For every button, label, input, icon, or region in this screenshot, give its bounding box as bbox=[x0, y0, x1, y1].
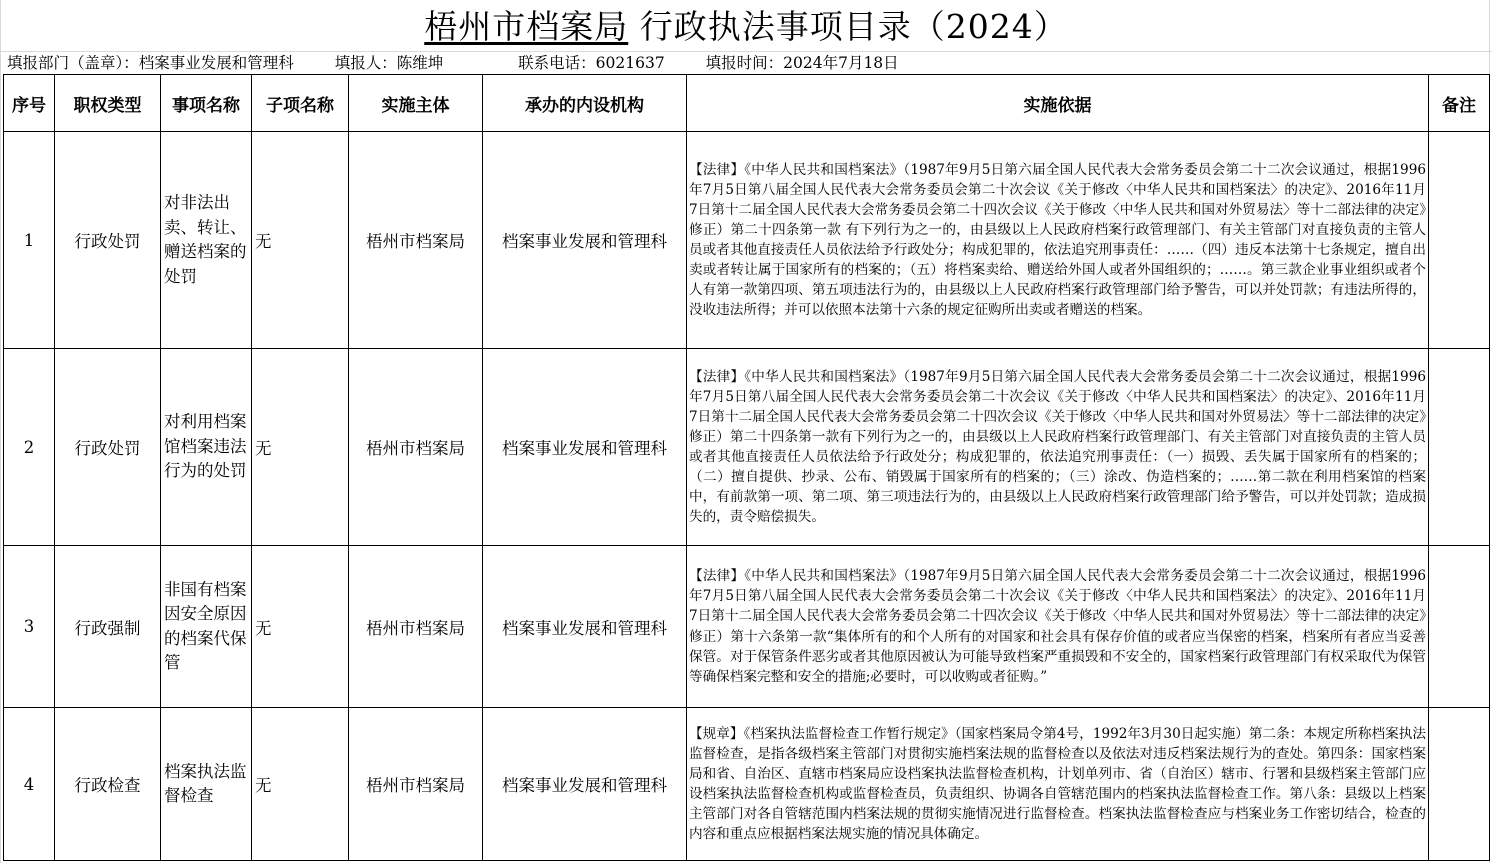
header-cell: 序号 bbox=[4, 75, 55, 132]
cell-item-name: 档案执法监督检查 bbox=[161, 708, 252, 861]
header-cell: 实施依据 bbox=[687, 75, 1429, 132]
cell-note bbox=[1429, 349, 1490, 546]
header-cell: 职权类型 bbox=[55, 75, 161, 132]
cell-no: 2 bbox=[4, 349, 55, 546]
report-meta bbox=[7, 52, 935, 74]
cell-dept: 档案事业发展和管理科 bbox=[483, 349, 687, 546]
cell-subject: 梧州市档案局 bbox=[349, 708, 483, 861]
cell-note bbox=[1429, 546, 1490, 708]
table-row bbox=[4, 132, 1490, 349]
cell-type: 行政处罚 bbox=[55, 132, 161, 349]
cell-subject: 梧州市档案局 bbox=[349, 132, 483, 349]
header-cell: 实施主体 bbox=[349, 75, 483, 132]
cell-no: 4 bbox=[4, 708, 55, 861]
cell-type: 行政强制 bbox=[55, 546, 161, 708]
cell-subject: 梧州市档案局 bbox=[349, 546, 483, 708]
cell-sub-item: 无 bbox=[252, 132, 349, 349]
cell-type: 行政处罚 bbox=[55, 349, 161, 546]
cell-note bbox=[1429, 132, 1490, 349]
meta-filler: 填报人：陈维坤 bbox=[334, 54, 444, 72]
cell-dept: 档案事业发展和管理科 bbox=[483, 132, 687, 349]
header-cell: 承办的内设机构 bbox=[483, 75, 687, 132]
cell-basis: 【法律】《中华人民共和国档案法》（1987年9月5日第六届全国人民代表大会常务委员会第二十二次会议通过，根据1996年7月5日第八届全国人民代表大会常务委员会第二十次会议《关于修改〈中华人民共和国档案法〉的决定》、2016年11月7日第十二届全国人民代表大会常务委员会第二十四次会议《关于修改〈中华人民共和国对外贸易法〉等十二部法律的决定》修正）第十六条第一款“集体所有的和个人所有的对国家和社会具有保存价值的或者应当保密的档案，档案所有者应当妥善保管。对于保管条件恶劣或者其他原因被认为可能导致档案严重损毁和不安全的，国家档案行政管理部门有权采取代为保管等确保档案完整和安全的措施;必要时，可以收购或者征购。” bbox=[687, 546, 1429, 708]
table-row bbox=[4, 349, 1490, 546]
page-title bbox=[0, 4, 1492, 50]
header-row bbox=[4, 75, 1490, 132]
cell-subject: 梧州市档案局 bbox=[349, 349, 483, 546]
cell-basis: 【规章】《档案执法监督检查工作暂行规定》（国家档案局令第4号，1992年3月30日起实施）第二条：本规定所称档案执法监督检查，是指各级档案主管部门对贯彻实施档案法规的监督检查以及依法对违反档案法规行为的查处。第四条：国家档案局和省、自治区、直辖市档案局应设档案执法监督检查机构，计划单列市、省（自治区）辖市、行署和县级档案主管部门应设档案执法监督检查机构或监督检查员，负责组织、协调各自管辖范围内的档案执法监督检查工作。第八条：县级以上档案主管部门对各自管辖范围内档案法规的贯彻实施情况进行监督检查。档案执法监督检查应与档案业务工作密切结合，检查的内容和重点应根据档案法规实施的情况具体确定。 bbox=[687, 708, 1429, 861]
table-row bbox=[4, 546, 1490, 708]
meta-phone: 联系电话：6021637 bbox=[518, 54, 665, 72]
title-rest: 行政执法事项目录（2024） bbox=[639, 7, 1068, 46]
table-row bbox=[4, 708, 1490, 861]
cell-item-name: 非国有档案因安全原因的档案代保管 bbox=[161, 546, 252, 708]
cell-basis: 【法律】《中华人民共和国档案法》（1987年9月5日第六届全国人民代表大会常务委员会第二十二次会议通过，根据1996年7月5日第八届全国人民代表大会常务委员会第二十次会议《关于修改〈中华人民共和国档案法〉的决定》、2016年11月7日第十二届全国人民代表大会常务委员会第二十四次会议《关于修改〈中华人民共和国对外贸易法〉等十二部法律的决定》修正）第二十四条第一款有下列行为之一的，由县级以上人民政府档案行政管理部门、有关主管部门对直接负责的主管人员或者其他直接责任人员依法给予行政处分；构成犯罪的，依法追究刑事责任：（一）损毁、丢失属于国家所有的档案的；（二）擅自提供、抄录、公布、销毁属于国家所有的档案的；（三）涂改、伪造档案的；……第二款在利用档案馆的档案中，有前款第一项、第二项、第三项违法行为的，由县级以上人民政府档案行政管理部门给予警告，可以并处罚款；造成损失的，责令赔偿损失。 bbox=[687, 349, 1429, 546]
cell-no: 3 bbox=[4, 546, 55, 708]
cell-type: 行政检查 bbox=[55, 708, 161, 861]
cell-sub-item: 无 bbox=[252, 708, 349, 861]
enforcement-table bbox=[3, 74, 1490, 861]
cell-dept: 档案事业发展和管理科 bbox=[483, 708, 687, 861]
cell-item-name: 对非法出卖、转让、赠送档案的处罚 bbox=[161, 132, 252, 349]
meta-department: 填报部门（盖章）：档案事业发展和管理科 bbox=[7, 54, 294, 72]
cell-sub-item: 无 bbox=[252, 349, 349, 546]
cell-item-name: 对利用档案馆档案违法行为的处罚 bbox=[161, 349, 252, 546]
cell-note bbox=[1429, 708, 1490, 861]
cell-no: 1 bbox=[4, 132, 55, 349]
header-cell: 事项名称 bbox=[161, 75, 252, 132]
meta-date: 填报时间：2024年7月18日 bbox=[705, 54, 899, 72]
cell-sub-item: 无 bbox=[252, 546, 349, 708]
header-cell: 子项名称 bbox=[252, 75, 349, 132]
cell-dept: 档案事业发展和管理科 bbox=[483, 546, 687, 708]
header-cell: 备注 bbox=[1429, 75, 1490, 132]
grid-line bbox=[0, 0, 1, 863]
title-agency: 梧州市档案局 bbox=[424, 7, 629, 46]
cell-basis: 【法律】《中华人民共和国档案法》（1987年9月5日第六届全国人民代表大会常务委员会第二十二次会议通过，根据1996年7月5日第八届全国人民代表大会常务委员会第二十次会议《关于修改〈中华人民共和国档案法〉的决定》、2016年11月7日第十二届全国人民代表大会常务委员会第二十四次会议《关于修改〈中华人民共和国对外贸易法〉等十二部法律的决定》修正）第二十四条第一款 有下列行为之一的，由县级以上人民政府档案行政管理部门、有关主管部门对直接负责的主管人员或者其他直接责任人员依法给予行政处分；构成犯罪的，依法追究刑事责任：……（四）违反本法第十七条规定，擅自出卖或者转让属于国家所有的档案的；（五）将档案卖给、赠送给外国人或者外国组织的；……。第三款企业事业组织或者个人有第一款第四项、第五项违法行为的，由县级以上人民政府档案行政管理部门给予警告，可以并处罚款；有违法所得的，没收违法所得；并可以依照本法第十六条的规定征购所出卖或者赠送的档案。 bbox=[687, 132, 1429, 349]
